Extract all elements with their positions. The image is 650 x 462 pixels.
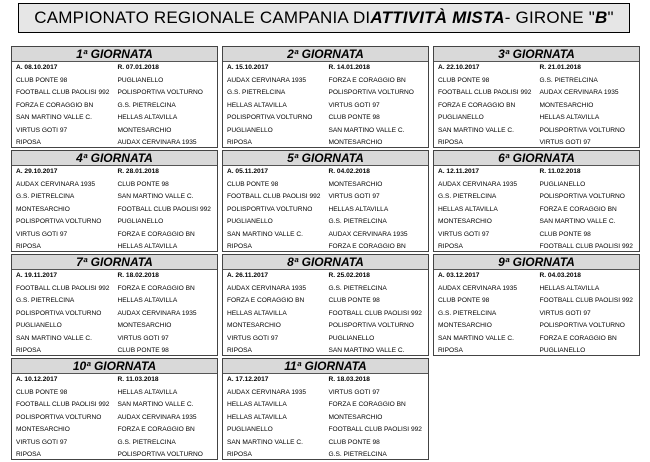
home-team: RIPOSA [227,451,252,458]
andata-date: A. 03.12.2017 [438,272,480,279]
match-row [223,424,428,437]
away-team: AUDAX CERVINARA 1935 [328,230,408,238]
home-team: VIRTUS GOTI 97 [16,126,68,134]
home-team: HELLAS ALTAVILLA [227,309,287,317]
home-team: RIPOSA [438,243,463,250]
round-title: 11ª GIORNATA [223,359,428,374]
away-team: G.S. PIETRELCINA [539,76,598,84]
home-team: FORZA E CORAGGIO BN [16,101,94,109]
match-row [223,295,428,308]
away-team: CLUB PONTE 98 [328,438,380,446]
round-title: 7ª GIORNATA [12,255,217,270]
match-row [12,229,217,242]
round-card [222,150,429,252]
home-team: POLISPORTIVA VOLTURNO [16,413,102,421]
match-row [434,216,639,229]
home-team: FORZA E CORAGGIO BN [438,101,516,109]
away-team: MONTESARCHIO [328,180,383,188]
home-team: VIRTUS GOTI 97 [438,230,490,238]
match-row [223,112,428,125]
away-team: SAN MARTINO VALLE C. [539,218,616,225]
away-team: FORZA E CORAGGIO BN [328,401,406,408]
home-team: SAN MARTINO VALLE C. [16,334,92,342]
round-dates [434,270,639,283]
match-row [12,100,217,113]
match-row [12,295,217,308]
match-row [434,204,639,217]
home-team: FOOTBALL CLUB PAOLISI 992 [16,401,110,408]
match-row [12,125,217,138]
home-team: SAN MARTINO VALLE C. [438,126,514,134]
home-team: PUGLIANELLO [227,126,273,134]
home-team: HELLAS ALTAVILLA [227,401,287,408]
home-team: AUDAX CERVINARA 1935 [227,284,307,292]
home-team: G.S. PIETRELCINA [438,309,497,317]
home-team: SAN MARTINO VALLE C. [227,438,303,446]
round-card [11,254,218,356]
away-team: MONTESARCHIO [539,101,594,109]
home-team: SAN MARTINO VALLE C. [438,334,514,342]
away-team: PUGLIANELLO [539,180,586,188]
match-row [223,412,428,425]
away-team: G.S. PIETRELCINA [328,451,387,458]
away-team: POLISPORTIVA VOLTURNO [539,193,625,200]
away-team: CLUB PONTE 98 [539,230,591,238]
match-row [434,229,639,242]
home-team: RIPOSA [16,139,41,146]
home-team: G.S. PIETRELCINA [16,297,75,304]
away-team: POLISPORTIVA VOLTURNO [539,126,625,134]
andata-date: A. 17.12.2017 [227,376,269,383]
home-team: HELLAS ALTAVILLA [227,413,287,421]
match-row [434,112,639,125]
home-team: AUDAX CERVINARA 1935 [438,284,518,292]
andata-date: A. 10.12.2017 [16,376,58,383]
home-team: PUGLIANELLO [16,322,62,329]
page-title [18,3,630,33]
home-team: CLUB PONTE 98 [438,297,490,304]
andata-date: A. 19.11.2017 [16,272,58,279]
match-row [12,308,217,321]
home-team: RIPOSA [16,347,41,354]
away-team: SAN MARTINO VALLE C. [117,193,194,200]
home-team: SAN MARTINO VALLE C. [16,114,92,121]
match-row [12,320,217,333]
match-row [434,87,639,100]
match-row [223,399,428,412]
home-team: CLUB PONTE 98 [227,180,279,188]
away-team: FORZA E CORAGGIO BN [117,230,195,238]
home-team: MONTESARCHIO [16,205,70,213]
match-row [223,204,428,217]
away-team: CLUB PONTE 98 [117,347,169,354]
match-row [223,75,428,88]
match-row [12,112,217,125]
home-team: RIPOSA [438,139,463,146]
home-team: FOOTBALL CLUB PAOLISI 992 [227,193,321,200]
match-row [434,345,639,358]
home-team: RIPOSA [16,451,41,458]
andata-date: A. 26.11.2017 [227,272,269,279]
away-team: AUDAX CERVINARA 1935 [117,139,197,146]
away-team: MONTESARCHIO [117,322,172,329]
round-title: 8ª GIORNATA [223,255,428,270]
match-row [223,333,428,346]
away-team: VIRTUS GOTI 97 [328,388,380,396]
round-card [11,358,218,460]
away-team: HELLAS ALTAVILLA [117,388,178,396]
match-row [12,87,217,100]
ritorno-date: R. 14.01.2018 [328,64,370,71]
away-team: POLISPORTIVA VOLTURNO [117,89,203,96]
home-team: AUDAX CERVINARA 1935 [227,388,307,396]
match-row [434,333,639,346]
away-team: MONTESARCHIO [328,139,383,146]
away-team: SAN MARTINO VALLE C. [328,126,405,134]
match-row [434,125,639,138]
away-team: FORZA E CORAGGIO BN [117,426,195,433]
home-team: MONTESARCHIO [438,218,492,225]
home-team: POLISPORTIVA VOLTURNO [16,309,102,317]
match-row [12,216,217,229]
match-row [434,320,639,333]
round-card [433,46,640,148]
match-row [223,216,428,229]
home-team: VIRTUS GOTI 97 [16,230,68,238]
round-dates [434,62,639,75]
match-row [434,179,639,192]
match-row [434,295,639,308]
ritorno-date: R. 11.03.2018 [117,376,159,383]
home-team: AUDAX CERVINARA 1935 [16,180,96,188]
round-card [11,46,218,148]
away-team: POLISPORTIVA VOLTURNO [539,322,625,329]
round-dates [223,62,428,75]
match-row [12,75,217,88]
andata-date: A. 22.10.2017 [438,64,480,71]
away-team: FOOTBALL CLUB PAOLISI 992 [539,297,633,304]
home-team: G.S. PIETRELCINA [438,193,497,200]
round-card [222,358,429,460]
round-title: 2ª GIORNATA [223,47,428,62]
away-team: POLISPORTIVA VOLTURNO [328,322,414,329]
ritorno-date: R. 18.03.2018 [328,376,370,383]
home-team: PUGLIANELLO [227,218,273,225]
round-dates [434,166,639,179]
away-team: POLISPORTIVA VOLTURNO [117,451,203,458]
match-row [223,308,428,321]
away-team: VIRTUS GOTI 97 [328,101,380,109]
away-team: CLUB PONTE 98 [328,114,380,121]
round-title: 6ª GIORNATA [434,151,639,166]
match-row [223,387,428,400]
round-title: 5ª GIORNATA [223,151,428,166]
match-row [223,229,428,242]
away-team: PUGLIANELLO [117,76,164,84]
round-card [433,150,640,252]
home-team: MONTESARCHIO [227,322,281,329]
match-row [223,241,428,254]
match-row [12,204,217,217]
ritorno-date: R. 18.02.2018 [117,272,159,279]
away-team: G.S. PIETRELCINA [117,101,176,109]
home-team: FOOTBALL CLUB PAOLISI 992 [16,89,110,96]
andata-date: A. 05.11.2017 [227,168,269,175]
away-team: FORZA E CORAGGIO BN [539,205,617,213]
match-row [434,308,639,321]
round-dates [223,270,428,283]
andata-date: A. 29.10.2017 [16,168,58,175]
round-dates [12,62,217,75]
away-team: VIRTUS GOTI 97 [117,334,169,342]
away-team: HELLAS ALTAVILLA [328,205,389,213]
round-dates [12,374,217,387]
match-row [434,137,639,150]
home-team: PUGLIANELLO [227,426,273,433]
match-row [12,424,217,437]
match-row [434,283,639,296]
away-team: SAN MARTINO VALLE C. [328,347,405,354]
match-row [12,333,217,346]
home-team: HELLAS ALTAVILLA [227,101,287,109]
ritorno-date: R. 11.02.2018 [539,168,581,175]
round-card [222,46,429,148]
home-team: RIPOSA [438,347,463,354]
away-team: FORZA E CORAGGIO BN [539,334,617,342]
match-row [12,137,217,150]
match-row [434,100,639,113]
away-team: G.S. PIETRELCINA [328,284,387,292]
home-team: VIRTUS GOTI 97 [227,334,279,342]
title-mid: - GIRONE " [504,8,595,27]
away-team: AUDAX CERVINARA 1935 [117,309,197,317]
away-team: HELLAS ALTAVILLA [539,284,600,292]
match-row [12,387,217,400]
ritorno-date: R. 25.02.2018 [328,272,370,279]
away-team: PUGLIANELLO [328,334,375,342]
match-row [223,320,428,333]
home-team: CLUB PONTE 98 [16,388,68,396]
match-row [12,241,217,254]
away-team: HELLAS ALTAVILLA [117,297,178,304]
round-dates [223,374,428,387]
title-prefix: CAMPIONATO REGIONALE CAMPANIA DI [34,8,371,27]
away-team: HELLAS ALTAVILLA [117,114,178,121]
away-team: FORZA E CORAGGIO BN [328,243,406,250]
title-suffix: " [607,8,614,27]
round-title: 1ª GIORNATA [12,47,217,62]
away-team: G.S. PIETRELCINA [328,218,387,225]
match-row [223,125,428,138]
home-team: RIPOSA [16,243,41,250]
match-row [12,191,217,204]
ritorno-date: R. 07.01.2018 [117,64,159,71]
round-dates [223,166,428,179]
away-team: HELLAS ALTAVILLA [539,114,600,121]
home-team: RIPOSA [227,243,252,250]
match-row [12,399,217,412]
away-team: FOOTBALL CLUB PAOLISI 992 [539,243,633,250]
round-title: 10ª GIORNATA [12,359,217,374]
home-team: AUDAX CERVINARA 1935 [227,76,307,84]
andata-date: A. 15.10.2017 [227,64,269,71]
match-row [12,412,217,425]
home-team: G.S. PIETRELCINA [227,89,286,96]
home-team: FOOTBALL CLUB PAOLISI 992 [438,89,532,96]
andata-date: A. 12.11.2017 [438,168,480,175]
match-row [223,437,428,450]
away-team: PUGLIANELLO [117,218,164,225]
home-team: FORZA E CORAGGIO BN [227,297,305,304]
away-team: VIRTUS GOTI 97 [328,193,380,200]
title-emphasis: ATTIVITÀ MISTA [370,8,505,27]
away-team: G.S. PIETRELCINA [117,438,176,446]
away-team: FOOTBALL CLUB PAOLISI 992 [117,205,211,213]
away-team: POLISPORTIVA VOLTURNO [328,89,414,96]
match-row [434,191,639,204]
round-title: 4ª GIORNATA [12,151,217,166]
match-row [223,345,428,358]
match-row [12,345,217,358]
match-row [223,87,428,100]
away-team: SAN MARTINO VALLE C. [117,401,194,408]
rounds-grid [11,46,639,458]
match-row [434,75,639,88]
home-team: SAN MARTINO VALLE C. [227,230,303,238]
match-row [12,437,217,450]
away-team: FORZA E CORAGGIO BN [328,76,406,84]
away-team: FOOTBALL CLUB PAOLISI 992 [328,426,422,433]
home-team: PUGLIANELLO [438,114,484,121]
match-row [434,241,639,254]
away-team: VIRTUS GOTI 97 [539,139,591,146]
home-team: POLISPORTIVA VOLTURNO [16,218,102,225]
away-team: VIRTUS GOTI 97 [539,309,591,317]
home-team: HELLAS ALTAVILLA [438,205,498,213]
away-team: AUDAX CERVINARA 1935 [117,413,197,421]
round-card [11,150,218,252]
home-team: AUDAX CERVINARA 1935 [438,180,518,188]
away-team: MONTESARCHIO [328,413,383,421]
home-team: POLISPORTIVA VOLTURNO [227,114,313,121]
home-team: RIPOSA [227,347,252,354]
match-row [223,191,428,204]
away-team: CLUB PONTE 98 [117,180,169,188]
away-team: FOOTBALL CLUB PAOLISI 992 [328,309,422,317]
match-row [223,137,428,150]
away-team: PUGLIANELLO [539,347,586,354]
match-row [223,100,428,113]
home-team: MONTESARCHIO [438,322,492,329]
ritorno-date: R. 04.02.2018 [328,168,370,175]
round-title: 9ª GIORNATA [434,255,639,270]
match-row [223,283,428,296]
round-title: 3ª GIORNATA [434,47,639,62]
match-row [12,179,217,192]
home-team: G.S. PIETRELCINA [16,193,75,200]
away-team: MONTESARCHIO [117,126,172,134]
away-team: FORZA E CORAGGIO BN [117,284,195,292]
home-team: CLUB PONTE 98 [438,76,490,84]
home-team: MONTESARCHIO [16,426,70,433]
home-team: CLUB PONTE 98 [16,76,68,84]
away-team: CLUB PONTE 98 [328,297,380,304]
home-team: VIRTUS GOTI 97 [16,438,68,446]
ritorno-date: R. 04.03.2018 [539,272,581,279]
ritorno-date: R. 28.01.2018 [117,168,159,175]
andata-date: A. 08.10.2017 [16,64,58,71]
home-team: POLISPORTIVA VOLTURNO [227,205,313,213]
home-team: FOOTBALL CLUB PAOLISI 992 [16,284,110,292]
ritorno-date: R. 21.01.2018 [539,64,581,71]
round-dates [12,270,217,283]
round-card [222,254,429,356]
away-team: AUDAX CERVINARA 1935 [539,89,619,96]
match-row [223,179,428,192]
away-team: HELLAS ALTAVILLA [117,243,178,250]
round-card [433,254,640,356]
home-team: RIPOSA [227,139,252,146]
match-row [12,283,217,296]
round-dates [12,166,217,179]
title-group: B [594,8,608,27]
